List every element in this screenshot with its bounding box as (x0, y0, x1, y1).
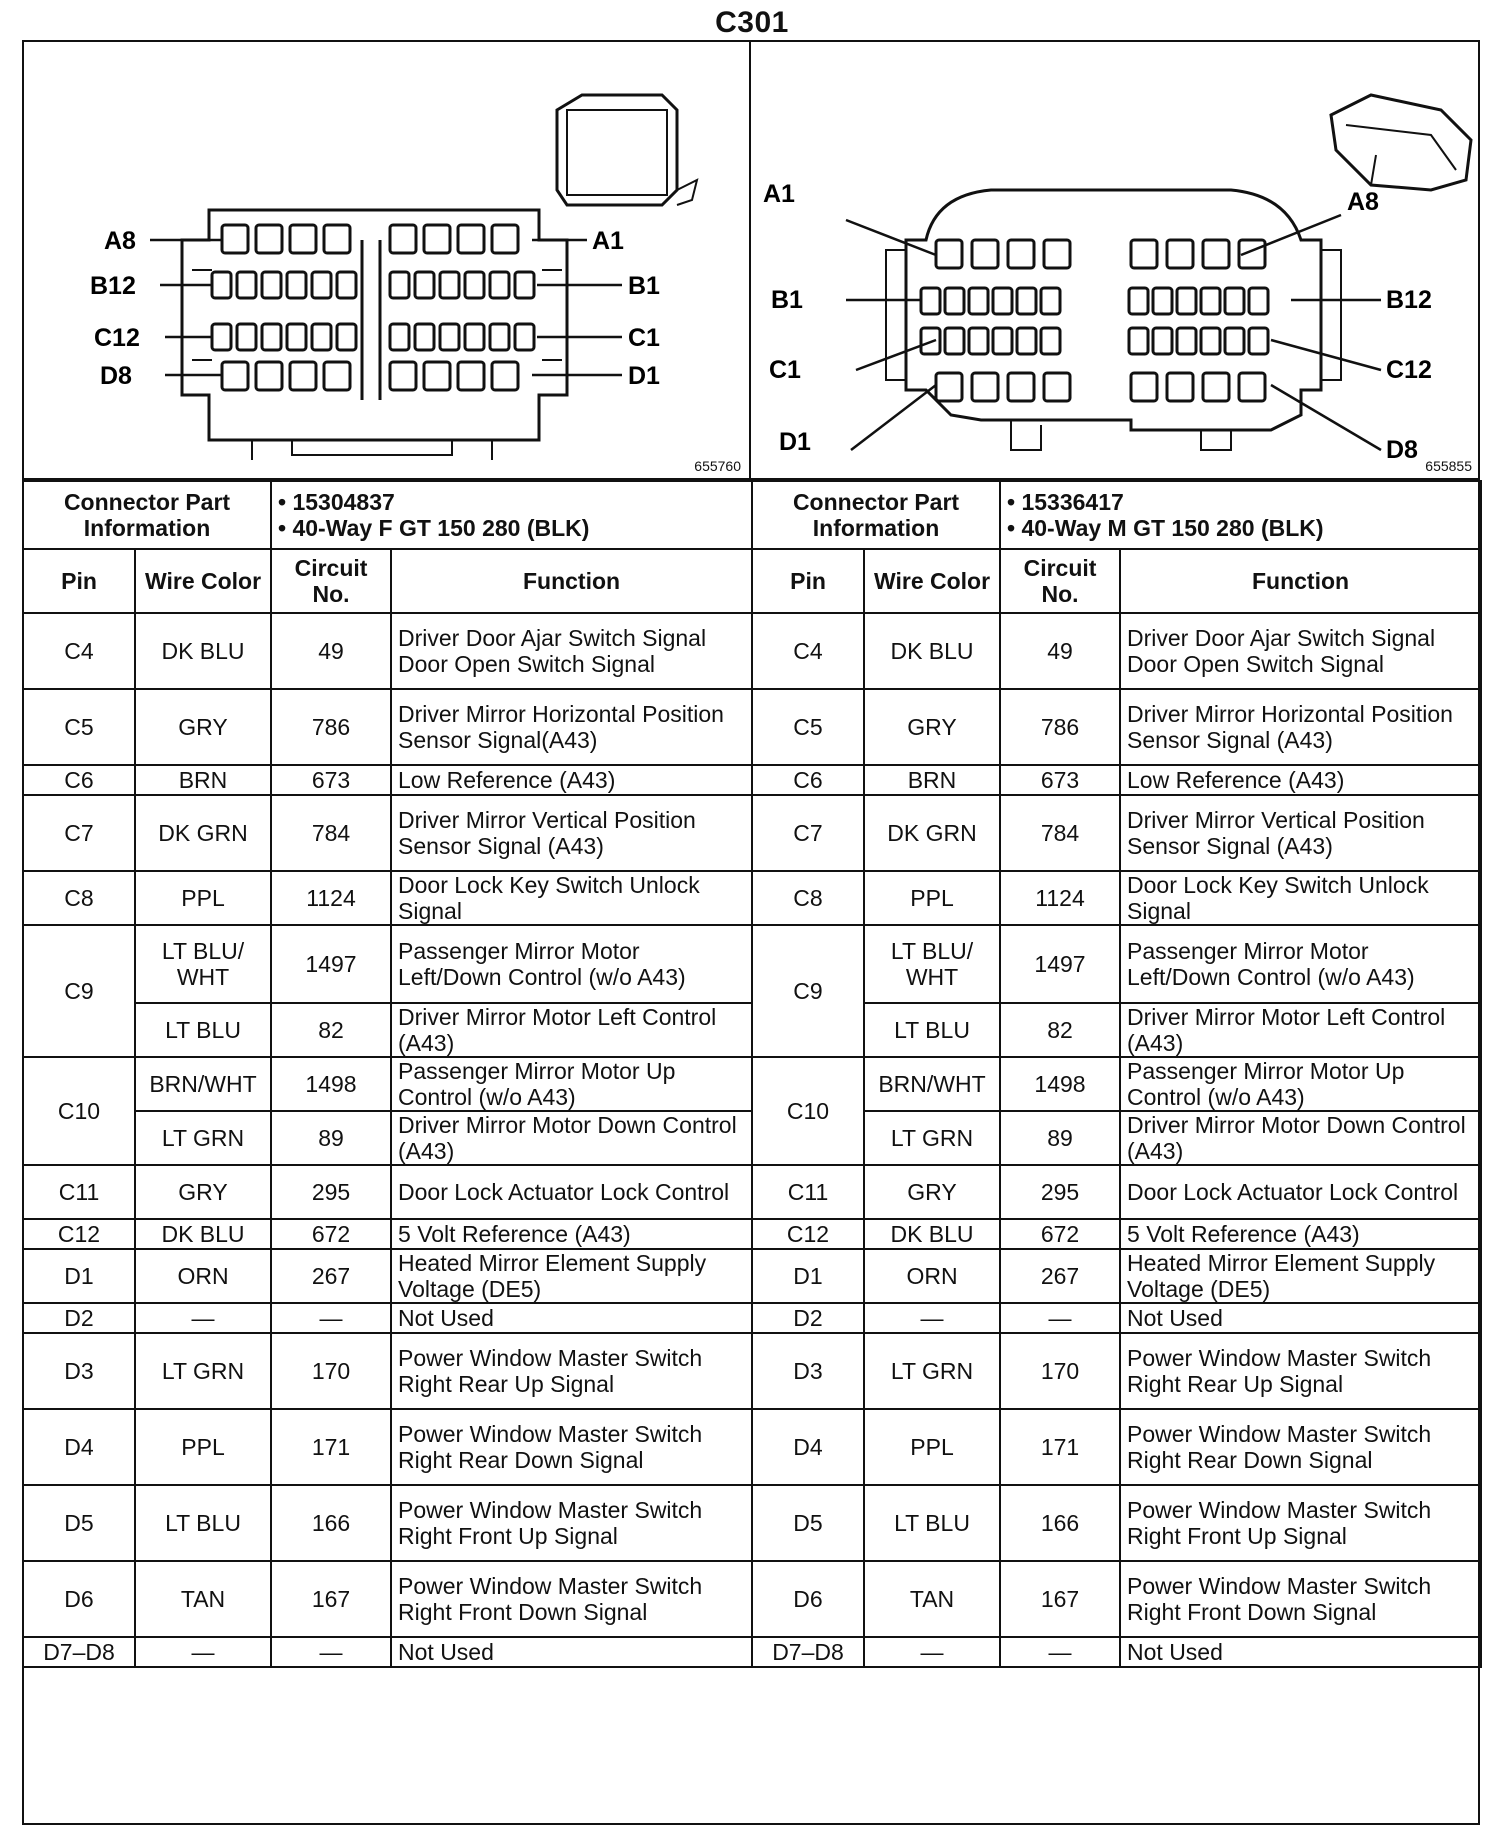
cell-circuit: — (271, 1637, 391, 1667)
cell-circuit: 171 (1000, 1409, 1120, 1485)
cell-circuit: 1498 (271, 1057, 391, 1111)
cell-wire-color: LT BLU/ WHT (864, 925, 1000, 1003)
pin-cavity (1167, 240, 1193, 268)
cell-function: Driver Door Ajar Switch Signal Door Open Switch Signal (391, 613, 752, 689)
male-connector-drawing (751, 40, 1480, 480)
cell-wire-color: LT GRN (135, 1333, 271, 1409)
cell-circuit: — (1000, 1303, 1120, 1333)
cell-pin: C6 (23, 765, 135, 795)
cell-function: Not Used (391, 1303, 752, 1333)
table-row (752, 1409, 1481, 1485)
pin-cavity (1017, 288, 1036, 314)
cell-function: Power Window Master Switch Right Front Down Signal (391, 1561, 752, 1637)
header-wire-color: Wire Color (864, 549, 1000, 613)
cell-function: Driver Mirror Motor Down Control (A43) (391, 1111, 752, 1165)
table-row (23, 1249, 752, 1303)
pin-cavity (1201, 328, 1220, 354)
pin-label-a8: A8 (1347, 188, 1379, 216)
pin-cavity (1131, 240, 1157, 268)
cell-circuit: 82 (271, 1003, 391, 1057)
cell-circuit: 170 (1000, 1333, 1120, 1409)
pin-cavity (972, 240, 998, 268)
table-row (23, 1165, 752, 1219)
pin-cavity (1177, 328, 1196, 354)
pin-cavity (945, 328, 964, 354)
cell-wire-color: BRN/WHT (864, 1057, 1000, 1111)
cell-function: Door Lock Key Switch Unlock Signal (391, 871, 752, 925)
cell-function: Door Lock Key Switch Unlock Signal (1120, 871, 1481, 925)
pin-cavity (1044, 373, 1070, 401)
cell-circuit: 1497 (1000, 925, 1120, 1003)
cell-pin: C8 (23, 871, 135, 925)
pin-label-d8: D8 (1386, 436, 1418, 464)
cell-wire-color: TAN (135, 1561, 271, 1637)
pin-cavity (1008, 240, 1034, 268)
table-row (23, 1057, 752, 1111)
pin-cavity (287, 272, 306, 298)
cell-wire-color: PPL (135, 1409, 271, 1485)
pin-label-d1: D1 (628, 362, 660, 390)
cell-pin: C11 (23, 1165, 135, 1219)
cell-function: Power Window Master Switch Right Rear Down Signal (391, 1409, 752, 1485)
pin-cavity (1008, 373, 1034, 401)
cell-function: Driver Mirror Vertical Position Sensor Signal (A43) (391, 795, 752, 871)
cell-pin: D6 (23, 1561, 135, 1637)
pin-cavity (287, 324, 306, 350)
table-row (752, 925, 1481, 1003)
table-row (23, 1303, 752, 1333)
cell-function: Passenger Mirror Motor Up Control (w/o A43) (1120, 1057, 1481, 1111)
cell-function: Passenger Mirror Motor Left/Down Control (w/o A43) (391, 925, 752, 1003)
pin-cavity (390, 225, 416, 253)
cell-wire-color: ORN (864, 1249, 1000, 1303)
left-table-body (23, 613, 752, 1667)
cell-wire-color: BRN/WHT (135, 1057, 271, 1111)
cell-wire-color: — (135, 1303, 271, 1333)
cell-wire-color: LT GRN (135, 1111, 271, 1165)
pin-cavity (1044, 240, 1070, 268)
pin-cavity (256, 362, 282, 390)
cell-wire-color: LT BLU/ WHT (135, 925, 271, 1003)
cell-circuit: — (1000, 1637, 1120, 1667)
pin-cavity (465, 324, 484, 350)
table-row (752, 1333, 1481, 1409)
pin-cavity (1225, 288, 1244, 314)
pin-label-c1: C1 (628, 324, 660, 352)
cell-circuit: 1498 (1000, 1057, 1120, 1111)
cell-wire-color: DK BLU (135, 1219, 271, 1249)
cell-pin: C7 (23, 795, 135, 871)
right-connector-diagram (751, 40, 1480, 480)
pin-cavity (237, 272, 256, 298)
pin-cavity (390, 272, 409, 298)
cell-circuit: 49 (271, 613, 391, 689)
table-row (23, 871, 752, 925)
pin-cavity (936, 240, 962, 268)
pin-cavity (492, 225, 518, 253)
table-row (23, 689, 752, 765)
cell-circuit: 1497 (271, 925, 391, 1003)
header-function: Function (1120, 549, 1481, 613)
cell-pin: C12 (23, 1219, 135, 1249)
pin-cavity (492, 362, 518, 390)
cell-circuit: 784 (271, 795, 391, 871)
table-row (752, 689, 1481, 765)
cell-pin: C5 (23, 689, 135, 765)
pin-cavity (515, 272, 534, 298)
cell-wire-color: LT BLU (864, 1485, 1000, 1561)
cell-function: Driver Mirror Motor Down Control (A43) (1120, 1111, 1481, 1165)
header-pin: Pin (23, 549, 135, 613)
cell-wire-color: BRN (135, 765, 271, 795)
pin-cavity (337, 272, 356, 298)
cell-pin: D2 (752, 1303, 864, 1333)
cell-function: Passenger Mirror Motor Left/Down Control (w/o A43) (1120, 925, 1481, 1003)
cell-circuit: — (271, 1303, 391, 1333)
part-description: • 40-Way M GT 150 280 (BLK) (1007, 515, 1324, 541)
cell-wire-color: PPL (864, 871, 1000, 925)
connector-info (271, 481, 752, 549)
pin-cavity (945, 288, 964, 314)
figure-id: 655760 (694, 458, 741, 474)
cell-wire-color: GRY (864, 1165, 1000, 1219)
cell-wire-color: BRN (864, 765, 1000, 795)
cell-wire-color: — (135, 1637, 271, 1667)
pin-cavity (972, 373, 998, 401)
pin-cavity (1153, 288, 1172, 314)
header-circuit: Circuit No. (1000, 549, 1120, 613)
cell-circuit: 295 (271, 1165, 391, 1219)
cell-circuit: 167 (1000, 1561, 1120, 1637)
pin-cavity (1203, 240, 1229, 268)
cell-circuit: 786 (271, 689, 391, 765)
cell-wire-color: DK GRN (864, 795, 1000, 871)
pin-cavity (415, 272, 434, 298)
table-row (23, 765, 752, 795)
cell-pin: C8 (752, 871, 864, 925)
cell-pin: C12 (752, 1219, 864, 1249)
cell-function: Heated Mirror Element Supply Voltage (DE5) (391, 1249, 752, 1303)
pin-cavity (515, 324, 534, 350)
cell-function: Passenger Mirror Motor Up Control (w/o A43) (391, 1057, 752, 1111)
pin-cavity (390, 324, 409, 350)
cell-circuit: 89 (271, 1111, 391, 1165)
cell-circuit: 267 (271, 1249, 391, 1303)
cell-function: Door Lock Actuator Lock Control (1120, 1165, 1481, 1219)
cell-function: Power Window Master Switch Right Rear Up Signal (1120, 1333, 1481, 1409)
pin-cavity (1249, 288, 1268, 314)
cell-wire-color: GRY (864, 689, 1000, 765)
pin-cavity (1041, 328, 1060, 354)
pin-cavity (490, 324, 509, 350)
pin-cavity (415, 324, 434, 350)
pin-cavity (212, 324, 231, 350)
cell-pin: C9 (23, 925, 135, 1057)
pin-cavity (969, 288, 988, 314)
info-label: Connector Part Information (23, 481, 271, 549)
cell-pin: C6 (752, 765, 864, 795)
pin-cavity (458, 362, 484, 390)
pin-cavity (458, 225, 484, 253)
table-row (23, 1219, 752, 1249)
right-table-body (752, 613, 1481, 1667)
cell-function: Power Window Master Switch Right Front Down Signal (1120, 1561, 1481, 1637)
pin-cavity (390, 362, 416, 390)
cell-wire-color: — (864, 1303, 1000, 1333)
cell-circuit: 673 (1000, 765, 1120, 795)
cell-circuit: 672 (1000, 1219, 1120, 1249)
page-title: C301 (715, 6, 789, 39)
pin-label-b12: B12 (90, 272, 136, 300)
cell-wire-color: LT BLU (135, 1485, 271, 1561)
cell-wire-color: LT BLU (864, 1003, 1000, 1057)
right-pinout-table (751, 480, 1482, 1668)
connector-info (1000, 481, 1481, 549)
pin-label-a1: A1 (592, 227, 624, 255)
cell-circuit: 784 (1000, 795, 1120, 871)
pin-label-b1: B1 (628, 272, 660, 300)
left-pinout-table (22, 480, 753, 1668)
cell-function: Low Reference (A43) (1120, 765, 1481, 795)
cell-wire-color: LT GRN (864, 1333, 1000, 1409)
cell-wire-color: GRY (135, 689, 271, 765)
cell-function: Heated Mirror Element Supply Voltage (DE5) (1120, 1249, 1481, 1303)
pin-cavity (1129, 328, 1148, 354)
pin-cavity (1129, 288, 1148, 314)
cell-circuit: 166 (1000, 1485, 1120, 1561)
table-row (752, 1303, 1481, 1333)
left-connector-panel (22, 40, 751, 1825)
cell-function: 5 Volt Reference (A43) (1120, 1219, 1481, 1249)
pin-label-b12: B12 (1386, 286, 1432, 314)
pin-cavity (1201, 288, 1220, 314)
cell-pin: C9 (752, 925, 864, 1057)
cell-pin: C5 (752, 689, 864, 765)
cell-wire-color: PPL (864, 1409, 1000, 1485)
cell-wire-color: LT BLU (135, 1003, 271, 1057)
pin-label-c12: C12 (1386, 356, 1432, 384)
pin-cavity (290, 225, 316, 253)
pin-cavity (490, 272, 509, 298)
female-connector-drawing (22, 40, 751, 480)
table-row (752, 1485, 1481, 1561)
cell-wire-color: LT GRN (864, 1111, 1000, 1165)
cell-circuit: 171 (271, 1409, 391, 1485)
cell-function: Driver Door Ajar Switch Signal Door Open Switch Signal (1120, 613, 1481, 689)
table-row (23, 1409, 752, 1485)
table-row (752, 1219, 1481, 1249)
table-row (23, 795, 752, 871)
pin-cavity (1239, 373, 1265, 401)
cell-wire-color: GRY (135, 1165, 271, 1219)
pin-label-b1: B1 (771, 286, 803, 314)
pin-cavity (424, 362, 450, 390)
pin-cavity (290, 362, 316, 390)
header-function: Function (391, 549, 752, 613)
cell-function: Driver Mirror Motor Left Control (A43) (391, 1003, 752, 1057)
cell-circuit: 1124 (271, 871, 391, 925)
pin-cavity (312, 272, 331, 298)
cell-circuit: 672 (271, 1219, 391, 1249)
pin-label-d1: D1 (779, 428, 811, 456)
pin-cavity (465, 272, 484, 298)
part-number: • 15336417 (1007, 489, 1124, 515)
pin-cavity (1153, 328, 1172, 354)
cell-circuit: 82 (1000, 1003, 1120, 1057)
cell-wire-color: DK BLU (864, 613, 1000, 689)
info-label: Connector Part Information (752, 481, 1000, 549)
cell-circuit: 295 (1000, 1165, 1120, 1219)
pin-label-c12: C12 (94, 324, 140, 352)
pin-cavity (1203, 373, 1229, 401)
pin-cavity (921, 288, 940, 314)
part-number: • 15304837 (278, 489, 395, 515)
cell-pin: C10 (23, 1057, 135, 1165)
cell-function: 5 Volt Reference (A43) (391, 1219, 752, 1249)
table-row (23, 1561, 752, 1637)
table-row (752, 613, 1481, 689)
cell-function: Driver Mirror Horizontal Position Sensor Signal (A43) (1120, 689, 1481, 765)
cell-pin: D1 (23, 1249, 135, 1303)
pin-cavity (969, 328, 988, 354)
cell-pin: C10 (752, 1057, 864, 1165)
cell-pin: D3 (752, 1333, 864, 1409)
table-row (23, 1637, 752, 1667)
cell-circuit: 89 (1000, 1111, 1120, 1165)
table-row (752, 765, 1481, 795)
table-row (23, 613, 752, 689)
cell-function: Driver Mirror Horizontal Position Sensor Signal(A43) (391, 689, 752, 765)
pin-cavity (262, 272, 281, 298)
pin-cavity (1131, 373, 1157, 401)
table-row (23, 925, 752, 1003)
pin-cavity (1225, 328, 1244, 354)
cell-circuit: 166 (271, 1485, 391, 1561)
cell-pin: D2 (23, 1303, 135, 1333)
pin-cavity (222, 225, 248, 253)
cell-wire-color: PPL (135, 871, 271, 925)
cell-pin: D6 (752, 1561, 864, 1637)
table-row (752, 1561, 1481, 1637)
pin-cavity (936, 373, 962, 401)
header-circuit: Circuit No. (271, 549, 391, 613)
table-row (752, 1637, 1481, 1667)
cell-function: Not Used (391, 1637, 752, 1667)
cell-wire-color: DK GRN (135, 795, 271, 871)
cell-pin: C4 (23, 613, 135, 689)
pin-cavity (1177, 288, 1196, 314)
cell-function: Not Used (1120, 1303, 1481, 1333)
table-row (752, 1249, 1481, 1303)
cell-pin: D1 (752, 1249, 864, 1303)
cell-pin: C7 (752, 795, 864, 871)
cell-wire-color: DK BLU (135, 613, 271, 689)
pin-label-c1: C1 (769, 356, 801, 384)
cell-wire-color: DK BLU (864, 1219, 1000, 1249)
cell-wire-color: — (864, 1637, 1000, 1667)
cell-function: Driver Mirror Vertical Position Sensor Signal (A43) (1120, 795, 1481, 871)
cell-function: Door Lock Actuator Lock Control (391, 1165, 752, 1219)
cell-circuit: 267 (1000, 1249, 1120, 1303)
pin-cavity (337, 324, 356, 350)
pin-cavity (993, 328, 1012, 354)
pin-cavity (262, 324, 281, 350)
table-row (752, 1165, 1481, 1219)
cell-circuit: 167 (271, 1561, 391, 1637)
pin-cavity (324, 362, 350, 390)
cell-pin: D5 (752, 1485, 864, 1561)
pin-label-d8: D8 (100, 362, 132, 390)
pin-cavity (1041, 288, 1060, 314)
pin-cavity (222, 362, 248, 390)
table-row (23, 1333, 752, 1409)
cell-circuit: 49 (1000, 613, 1120, 689)
cell-function: Power Window Master Switch Right Front Up Signal (391, 1485, 752, 1561)
cell-function: Low Reference (A43) (391, 765, 752, 795)
pin-cavity (237, 324, 256, 350)
pin-cavity (324, 225, 350, 253)
cell-circuit: 786 (1000, 689, 1120, 765)
cell-circuit: 1124 (1000, 871, 1120, 925)
cell-pin: D7–D8 (752, 1637, 864, 1667)
left-connector-diagram (22, 40, 751, 480)
cell-pin: D3 (23, 1333, 135, 1409)
cell-pin: C11 (752, 1165, 864, 1219)
table-row (752, 1057, 1481, 1111)
header-wire-color: Wire Color (135, 549, 271, 613)
right-connector-panel (751, 40, 1480, 1825)
pin-cavity (424, 225, 450, 253)
cell-function: Driver Mirror Motor Left Control (A43) (1120, 1003, 1481, 1057)
cell-circuit: 170 (271, 1333, 391, 1409)
pin-cavity (312, 324, 331, 350)
cell-circuit: 673 (271, 765, 391, 795)
cell-pin: D7–D8 (23, 1637, 135, 1667)
cell-function: Power Window Master Switch Right Rear Down Signal (1120, 1409, 1481, 1485)
pin-cavity (1167, 373, 1193, 401)
pin-cavity (440, 324, 459, 350)
header-pin: Pin (752, 549, 864, 613)
cell-function: Power Window Master Switch Right Rear Up Signal (391, 1333, 752, 1409)
cell-pin: D4 (23, 1409, 135, 1485)
cell-function: Power Window Master Switch Right Front Up Signal (1120, 1485, 1481, 1561)
cell-pin: C4 (752, 613, 864, 689)
cell-pin: D4 (752, 1409, 864, 1485)
part-description: • 40-Way F GT 150 280 (BLK) (278, 515, 590, 541)
pin-label-a1: A1 (763, 180, 795, 208)
table-row (23, 1485, 752, 1561)
figure-id: 655855 (1425, 458, 1472, 474)
table-row (752, 795, 1481, 871)
pin-label-a8: A8 (104, 227, 136, 255)
pin-cavity (256, 225, 282, 253)
pin-cavity (1249, 328, 1268, 354)
pin-cavity (993, 288, 1012, 314)
cell-wire-color: TAN (864, 1561, 1000, 1637)
pin-cavity (212, 272, 231, 298)
pin-cavity (1017, 328, 1036, 354)
cell-pin: D5 (23, 1485, 135, 1561)
table-row (752, 871, 1481, 925)
cell-function: Not Used (1120, 1637, 1481, 1667)
cell-wire-color: ORN (135, 1249, 271, 1303)
pin-cavity (440, 272, 459, 298)
